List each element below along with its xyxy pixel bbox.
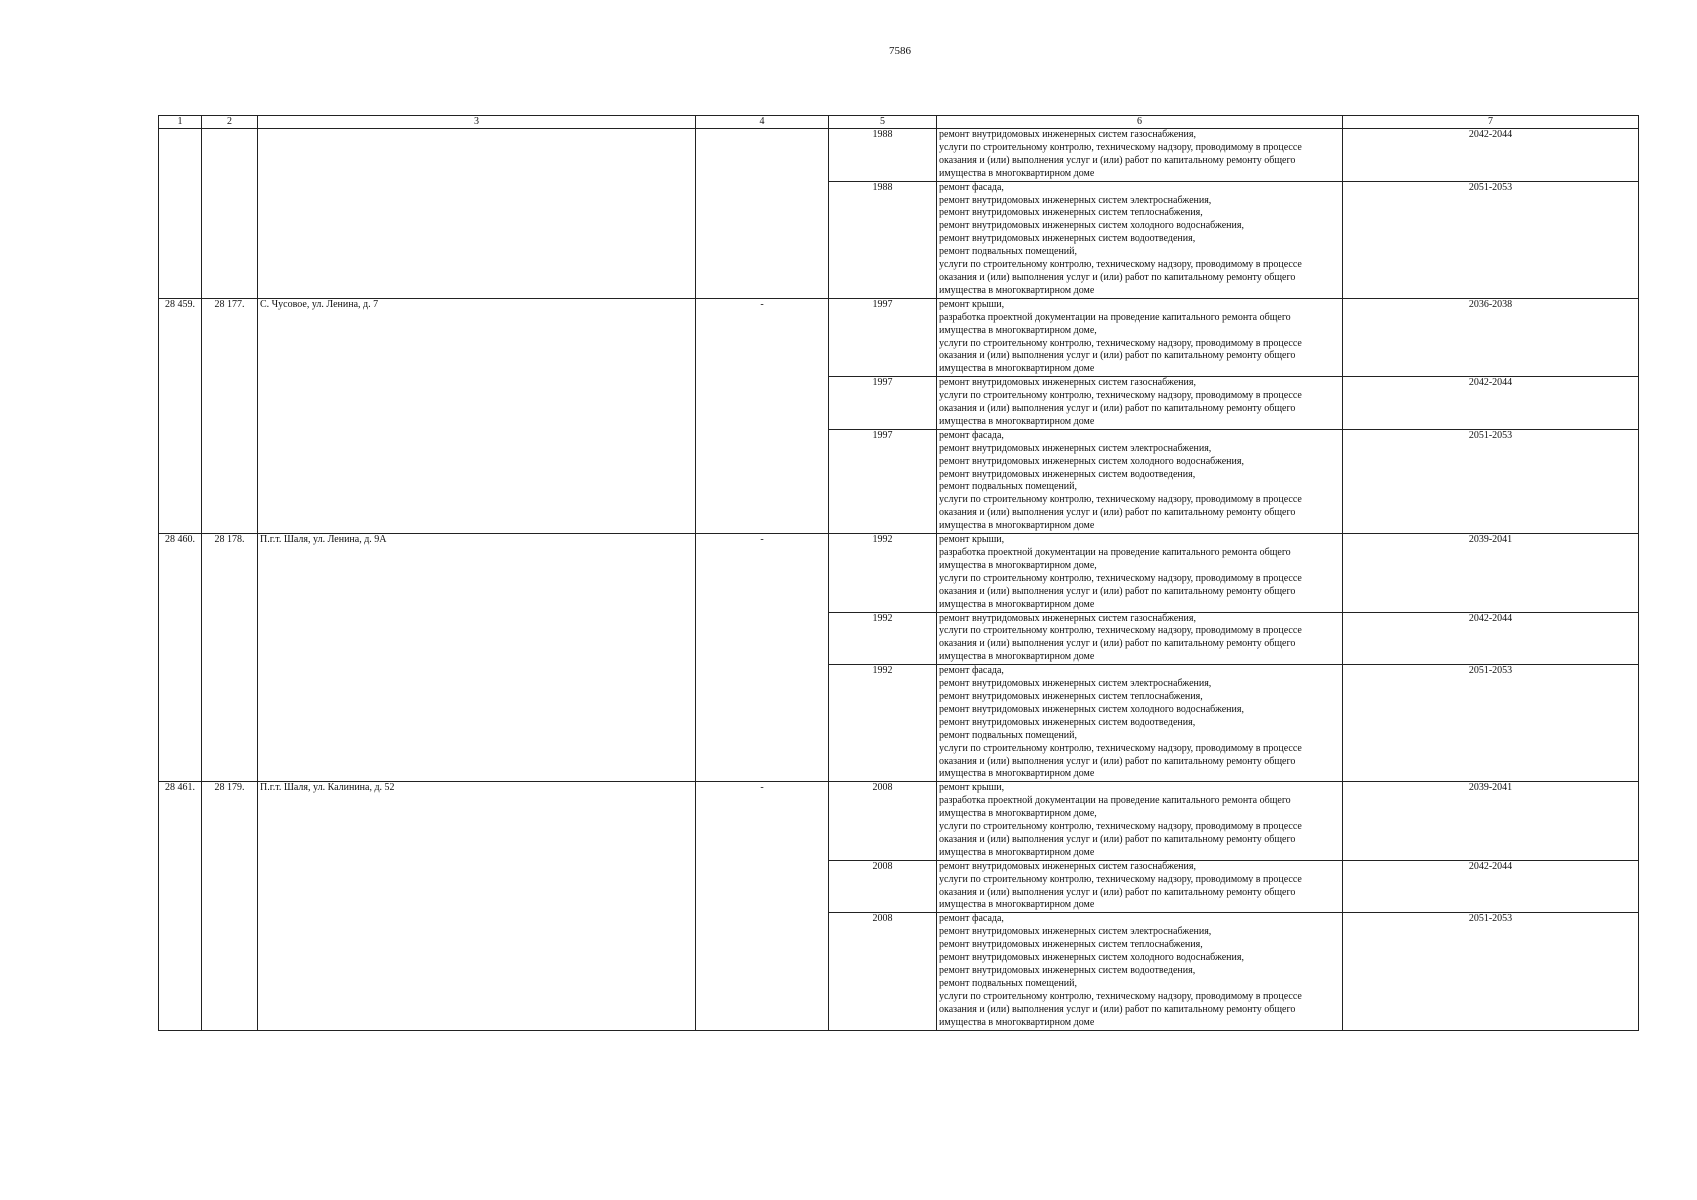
build-year-cell: 2008 xyxy=(829,860,937,913)
table-body xyxy=(159,129,1639,1031)
work-item: ремонт внутридомовых инженерных систем теплоснабжения, xyxy=(939,207,1203,219)
work-item: ремонт внутридомовых инженерных систем водоотведения, xyxy=(939,468,1196,480)
works-list-cell xyxy=(937,181,1343,298)
work-item: оказания и (или) выполнения услуг и (или) работ по капитальному ремонту общего xyxy=(939,403,1296,415)
work-item: ремонт внутридомовых инженерных систем холодного водоснабжения, xyxy=(939,703,1244,715)
work-item: имущества в многоквартирном доме xyxy=(939,1016,1095,1028)
work-item: имущества в многоквартирном доме xyxy=(939,846,1095,858)
work-item: ремонт внутридомовых инженерных систем электроснабжения, xyxy=(939,194,1212,206)
work-item: имущества в многоквартирном доме, xyxy=(939,559,1097,571)
column-header-2: 2 xyxy=(202,116,258,129)
work-item: разработка проектной документации на проведение капитального ремонта общего xyxy=(939,311,1291,323)
work-item: имущества в многоквартирном доме, xyxy=(939,808,1097,820)
work-item: услуги по строительному контролю, техническому надзору, проводимому в процессе xyxy=(939,141,1302,153)
work-item: ремонт внутридомовых инженерных систем электроснабжения, xyxy=(939,926,1212,938)
work-item: оказания и (или) выполнения услуг и (или) работ по капитальному ремонту общего xyxy=(939,585,1296,597)
work-item: услуги по строительному контролю, техническому надзору, проводимому в процессе xyxy=(939,742,1302,754)
address-cell xyxy=(258,129,696,299)
repair-period-cell: 2042-2044 xyxy=(1343,860,1639,913)
work-item: оказания и (или) выполнения услуг и (или) работ по капитальному ремонту общего xyxy=(939,1003,1296,1015)
work-item: оказания и (или) выполнения услуг и (или) работ по капитальному ремонту общего xyxy=(939,833,1296,845)
work-item: ремонт внутридомовых инженерных систем газоснабжения, xyxy=(939,377,1196,389)
works-list-cell xyxy=(937,782,1343,860)
repair-period-cell: 2042-2044 xyxy=(1343,612,1639,665)
work-item: услуги по строительному контролю, техническому надзору, проводимому в процессе xyxy=(939,337,1302,349)
work-item: ремонт внутридомовых инженерных систем холодного водоснабжения, xyxy=(939,952,1244,964)
table-row xyxy=(159,534,1639,612)
repair-period-cell: 2051-2053 xyxy=(1343,429,1639,533)
works-list-cell xyxy=(937,298,1343,376)
work-item: ремонт внутридомовых инженерных систем водоотведения, xyxy=(939,965,1196,976)
work-item: ремонт фасада, xyxy=(939,913,1004,925)
repair-period-cell: 2051-2053 xyxy=(1343,181,1639,298)
repair-period-cell: 2051-2053 xyxy=(1343,913,1639,1030)
work-item: услуги по строительному контролю, техническому надзору, проводимому в процессе xyxy=(939,259,1302,271)
work-item: ремонт внутридомовых инженерных систем теплоснабжения, xyxy=(939,939,1203,951)
work-item: оказания и (или) выполнения услуг и (или) работ по капитальному ремонту общего xyxy=(939,638,1296,650)
work-item: ремонт подвальных помещений, xyxy=(939,246,1077,258)
work-item: ремонт подвальных помещений, xyxy=(939,977,1077,989)
build-year-cell: 1997 xyxy=(829,429,937,533)
work-item: услуги по строительному контролю, техническому надзору, проводимому в процессе xyxy=(939,990,1302,1002)
repair-period-cell: 2042-2044 xyxy=(1343,129,1639,182)
work-item: ремонт внутридомовых инженерных систем водоотведения, xyxy=(939,716,1196,728)
work-item: оказания и (или) выполнения услуг и (или) работ по капитальному ремонту общего xyxy=(939,154,1296,166)
work-item: имущества в многоквартирном доме xyxy=(939,415,1095,427)
work-item: имущества в многоквартирном доме xyxy=(939,284,1095,296)
table-header xyxy=(159,116,1639,129)
work-item: ремонт фасада, xyxy=(939,665,1004,677)
num-cell xyxy=(159,129,202,299)
work-item: ремонт подвальных помещений, xyxy=(939,729,1077,741)
repair-schedule-table xyxy=(158,115,1639,1031)
work-item: ремонт подвальных помещений, xyxy=(939,481,1077,493)
col4-cell: - xyxy=(696,534,829,782)
work-item: ремонт внутридомовых инженерных систем газоснабжения, xyxy=(939,860,1196,872)
work-item: ремонт внутридомовых инженерных систем электроснабжения, xyxy=(939,678,1212,690)
address-cell: П.г.т. Шаля, ул. Ленина, д. 9А xyxy=(258,534,696,782)
work-item: оказания и (или) выполнения услуг и (или) работ по капитальному ремонту общего xyxy=(939,886,1296,898)
work-item: услуги по строительному контролю, техническому надзору, проводимому в процессе xyxy=(939,572,1302,584)
repair-period-cell: 2051-2053 xyxy=(1343,665,1639,782)
table-row xyxy=(159,298,1639,376)
work-item: ремонт внутридомовых инженерных систем электроснабжения, xyxy=(939,442,1212,454)
build-year-cell: 1992 xyxy=(829,534,937,612)
repair-period-cell: 2042-2044 xyxy=(1343,377,1639,430)
works-list-cell xyxy=(937,534,1343,612)
works-list-cell xyxy=(937,913,1343,1030)
work-item: имущества в многоквартирном доме xyxy=(939,167,1095,179)
column-header-7: 7 xyxy=(1343,116,1639,129)
work-item: ремонт внутридомовых инженерных систем холодного водоснабжения, xyxy=(939,220,1244,232)
work-item: имущества в многоквартирном доме xyxy=(939,768,1095,780)
works-list-cell xyxy=(937,860,1343,913)
work-item: ремонт внутридомовых инженерных систем газоснабжения, xyxy=(939,612,1196,624)
column-header-4: 4 xyxy=(696,116,829,129)
work-item: ремонт крыши, xyxy=(939,782,1005,794)
build-year-cell: 1992 xyxy=(829,612,937,665)
work-item: ремонт внутридомовых инженерных систем холодного водоснабжения, xyxy=(939,455,1244,467)
column-header-5: 5 xyxy=(829,116,937,129)
repair-period-cell: 2036-2038 xyxy=(1343,298,1639,376)
works-list-cell xyxy=(937,429,1343,533)
work-item: услуги по строительному контролю, техническому надзору, проводимому в процессе xyxy=(939,821,1302,833)
col4-cell xyxy=(696,129,829,299)
column-header-1: 1 xyxy=(159,116,202,129)
work-item: имущества в многоквартирном доме xyxy=(939,520,1095,532)
work-item: услуги по строительному контролю, техническому надзору, проводимому в процессе xyxy=(939,494,1302,506)
work-item: разработка проектной документации на проведение капитального ремонта общего xyxy=(939,795,1291,807)
col4-cell: - xyxy=(696,782,829,1030)
page-number: 7586 xyxy=(889,45,911,57)
address-cell: П.г.т. Шаля, ул. Калинина, д. 52 xyxy=(258,782,696,1030)
record-number-cell: 28 461. xyxy=(159,782,202,1030)
build-year-cell: 2008 xyxy=(829,913,937,1030)
table-row xyxy=(159,129,1639,182)
work-item: имущества в многоквартирном доме xyxy=(939,651,1095,663)
record-code-cell: 28 178. xyxy=(202,534,258,782)
work-item: имущества в многоквартирном доме xyxy=(939,363,1095,375)
work-item: услуги по строительному контролю, техническому надзору, проводимому в процессе xyxy=(939,625,1302,637)
build-year-cell: 2008 xyxy=(829,782,937,860)
work-item: оказания и (или) выполнения услуг и (или) работ по капитальному ремонту общего xyxy=(939,271,1296,283)
build-year-cell: 1992 xyxy=(829,665,937,782)
work-item: имущества в многоквартирном доме, xyxy=(939,324,1097,336)
work-item: оказания и (или) выполнения услуг и (или) работ по капитальному ремонту общего xyxy=(939,755,1296,767)
work-item: ремонт внутридомовых инженерных систем газоснабжения, xyxy=(939,129,1196,140)
col4-cell: - xyxy=(696,298,829,533)
works-list-cell xyxy=(937,377,1343,430)
work-item: имущества в многоквартирном доме xyxy=(939,598,1095,610)
record-code-cell: 28 179. xyxy=(202,782,258,1030)
work-item: ремонт внутридомовых инженерных систем теплоснабжения, xyxy=(939,690,1203,702)
work-item: разработка проектной документации на проведение капитального ремонта общего xyxy=(939,547,1291,558)
record-number-cell: 28 459. xyxy=(159,298,202,533)
works-list-cell xyxy=(937,665,1343,782)
build-year-cell: 1997 xyxy=(829,377,937,430)
column-number-row xyxy=(159,116,1639,129)
work-item: услуги по строительному контролю, техническому надзору, проводимому в процессе xyxy=(939,390,1302,402)
repair-period-cell: 2039-2041 xyxy=(1343,782,1639,860)
work-item: ремонт фасада, xyxy=(939,181,1004,193)
work-item: ремонт крыши, xyxy=(939,534,1005,546)
repair-period-cell: 2039-2041 xyxy=(1343,534,1639,612)
table-row xyxy=(159,782,1639,860)
build-year-cell: 1997 xyxy=(829,298,937,376)
build-year-cell: 1988 xyxy=(829,129,937,182)
record-number-cell: 28 460. xyxy=(159,534,202,782)
work-item: ремонт фасада, xyxy=(939,429,1004,441)
address-cell: С. Чусовое, ул. Ленина, д. 7 xyxy=(258,298,696,533)
build-year-cell: 1988 xyxy=(829,181,937,298)
record-code-cell: 28 177. xyxy=(202,298,258,533)
works-list-cell xyxy=(937,129,1343,182)
work-item: оказания и (или) выполнения услуг и (или) работ по капитальному ремонту общего xyxy=(939,507,1296,519)
work-item: ремонт крыши, xyxy=(939,298,1005,310)
column-header-6: 6 xyxy=(937,116,1343,129)
column-header-3: 3 xyxy=(258,116,696,129)
work-item: оказания и (или) выполнения услуг и (или) работ по капитальному ремонту общего xyxy=(939,350,1296,362)
work-item: услуги по строительному контролю, техническому надзору, проводимому в процессе xyxy=(939,873,1302,885)
works-list-cell xyxy=(937,612,1343,665)
work-item: ремонт внутридомовых инженерных систем водоотведения, xyxy=(939,233,1196,245)
work-item: имущества в многоквартирном доме xyxy=(939,899,1095,911)
code-cell xyxy=(202,129,258,299)
